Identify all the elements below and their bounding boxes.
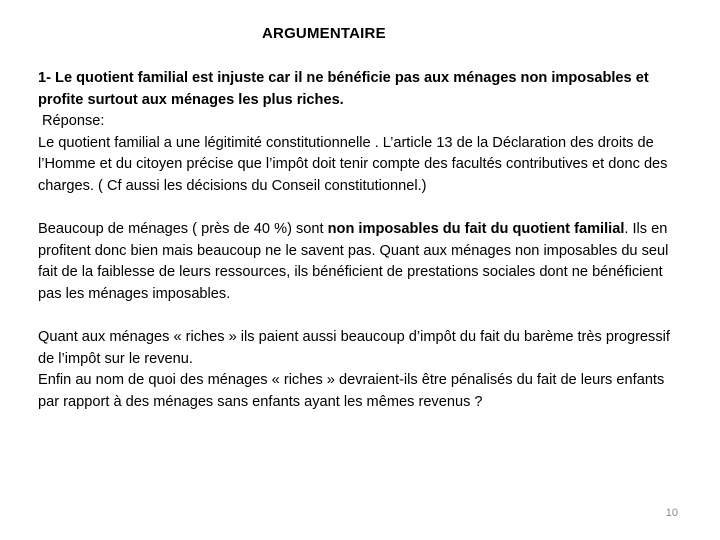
page-number: 10 — [665, 507, 678, 519]
paragraph-3-line-1: Quant aux ménages « riches » ils paient aussi beaucoup d’impôt du fait du barème très progressif de l’impôt sur le revenu. — [38, 329, 670, 367]
paragraph-3-line-2: Enfin au nom de quoi des ménages « riches » devraient-ils être pénalisés du fait de leurs enfants par rapport à des ménages sans enfants ayant les mêmes revenus ? — [38, 372, 665, 410]
response-text: Le quotient familial a une légitimité constitutionnelle . L’article 13 de la Déclaration des droits de l’Homme et du citoyen précise que l’impôt doit tenir compte des facultés contributives et donc des charges. ( Cf aussi les décisions du Conseil constitutionnel.) — [38, 134, 668, 194]
slide-content — [38, 68, 678, 414]
paragraph-spacer — [38, 306, 678, 328]
slide-title: ARGUMENTAIRE — [262, 25, 386, 42]
point-1-heading: 1- Le quotient familial est injuste car il ne bénéficie pas aux ménages non imposables et profite surtout aux ménages les plus riches. — [38, 70, 649, 108]
paragraph-2 — [38, 219, 678, 305]
paragraph-2-bold: non imposables du fait du quotient familial — [327, 221, 625, 238]
paragraph-2-part-2: . Ils en profitent donc bien mais beaucoup ne le savent pas. Quant aux ménages non imposables du seul fait de la faiblesse de leurs ressources, ils bénéficient de prestations sociales dont ne bénéficient pas les ménages imposables. — [38, 221, 669, 302]
response-label: Réponse: — [42, 113, 105, 130]
paragraph-spacer — [38, 198, 678, 220]
paragraph-2-part-1: Beaucoup de ménages ( près de 40 %) sont — [38, 221, 328, 238]
